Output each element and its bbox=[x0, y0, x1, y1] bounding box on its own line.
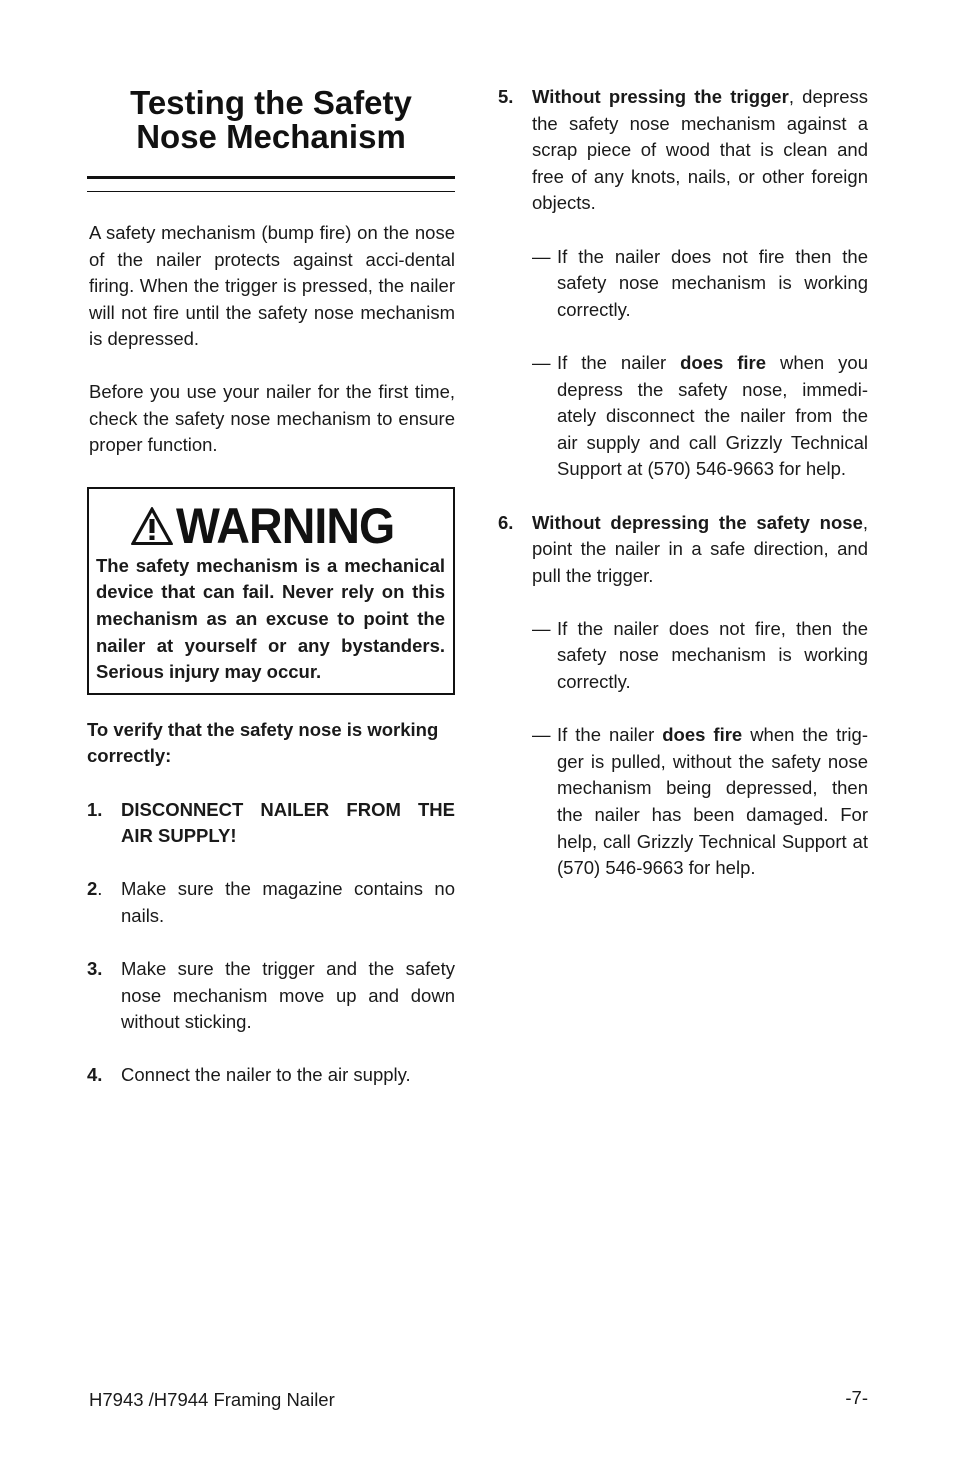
step-5-number: 5. bbox=[498, 86, 514, 107]
step-1-text: DISCONNECT NAILER FROM THE AIR SUPPLY! bbox=[121, 798, 455, 847]
step-6-text: Without depressing the safety nose, point the nailer in a safe direction, and pull the trigger. bbox=[532, 511, 868, 586]
step-5-text: Without pressing the trigger, depress the safety nose mechanism against a scrap piece of wood that is clean and free of any knots, nails, or other foreign objects. bbox=[532, 86, 868, 214]
left-column bbox=[87, 86, 455, 1089]
warning-text: The safety mechanism is a mechanical device that can fail. Never rely on this mechanism as an excuse to point the nailer at yourself or any bystanders. Serious injury may occur. bbox=[96, 554, 445, 683]
step-6-result-fire-text: If the nailer does fire when the trig-ger is pulled, without the safety nose mechanism being depressed, then the nailer has been damaged. For help, call Grizzly Technical Support at (570) 546-9663 for help. bbox=[557, 724, 868, 879]
dash: — bbox=[532, 351, 551, 373]
step-6-result-no-fire-text: If the nailer does not fire, then the safety nose mechanism is working correctly. bbox=[557, 617, 868, 693]
dash: — bbox=[532, 724, 551, 746]
step-2 bbox=[87, 876, 455, 929]
page-title-line-2: Nose Mechanism bbox=[136, 118, 406, 155]
right-column bbox=[498, 84, 868, 882]
step-5-result-no-fire-text: If the nailer does not fire then the safety nose mechanism is working correctly. bbox=[557, 245, 868, 320]
verify-heading: To verify that the safety nose is working correctly: bbox=[87, 718, 439, 767]
step-1 bbox=[87, 797, 455, 850]
step-4-number: 4. bbox=[87, 1064, 103, 1086]
step-5-result-fire bbox=[532, 350, 868, 483]
footer-page-number: -7- bbox=[845, 1387, 868, 1408]
title-rule-thick bbox=[87, 176, 455, 179]
step-2-text: Make sure the magazine contains no nails. bbox=[121, 878, 455, 926]
step-6-result-fire bbox=[532, 722, 868, 882]
dash: — bbox=[532, 245, 551, 267]
step-5-result-fire-text: If the nailer does fire when you depress the safety nose, immedi-ately disconnect the nailer from the air supply and call Grizzly Technical Support at (570) 546-9663 for help. bbox=[557, 351, 868, 480]
page-title-line-1: Testing the Safety bbox=[130, 84, 412, 121]
intro-paragraph-2: Before you use your nailer for the first time, check the safety nose mechanism to ensure proper function. bbox=[89, 380, 455, 456]
warning-triangle-icon bbox=[130, 506, 174, 546]
step-4 bbox=[87, 1062, 455, 1089]
dash: — bbox=[532, 617, 551, 639]
step-5-result-no-fire bbox=[532, 244, 868, 324]
step-1-number: 1. bbox=[87, 798, 103, 820]
step-6-number: 6. bbox=[498, 511, 514, 533]
step-5 bbox=[498, 84, 868, 217]
step-4-text: Connect the nailer to the air supply. bbox=[121, 1064, 411, 1086]
warning-box bbox=[87, 487, 455, 695]
step-2-number: 2. bbox=[87, 878, 103, 900]
warning-header bbox=[96, 497, 445, 554]
warning-label: WARNING bbox=[176, 497, 395, 554]
title-rule-thin bbox=[87, 191, 455, 192]
intro-paragraph-1: A safety mechanism (bump fire) on the nose of the nailer protects against acci-dental firing. When the trigger is pressed, the nailer will not fire until the safety nose mechanism is depressed. bbox=[89, 222, 455, 350]
step-6 bbox=[498, 510, 868, 590]
footer-model: H7943 /H7944 Framing Nailer bbox=[89, 1389, 335, 1410]
page-title bbox=[87, 86, 455, 154]
step-3-number: 3. bbox=[87, 958, 103, 980]
step-3-text: Make sure the trigger and the safety nose mechanism move up and down without sticking. bbox=[121, 958, 455, 1033]
step-3 bbox=[87, 956, 455, 1036]
step-6-result-no-fire bbox=[532, 616, 868, 696]
